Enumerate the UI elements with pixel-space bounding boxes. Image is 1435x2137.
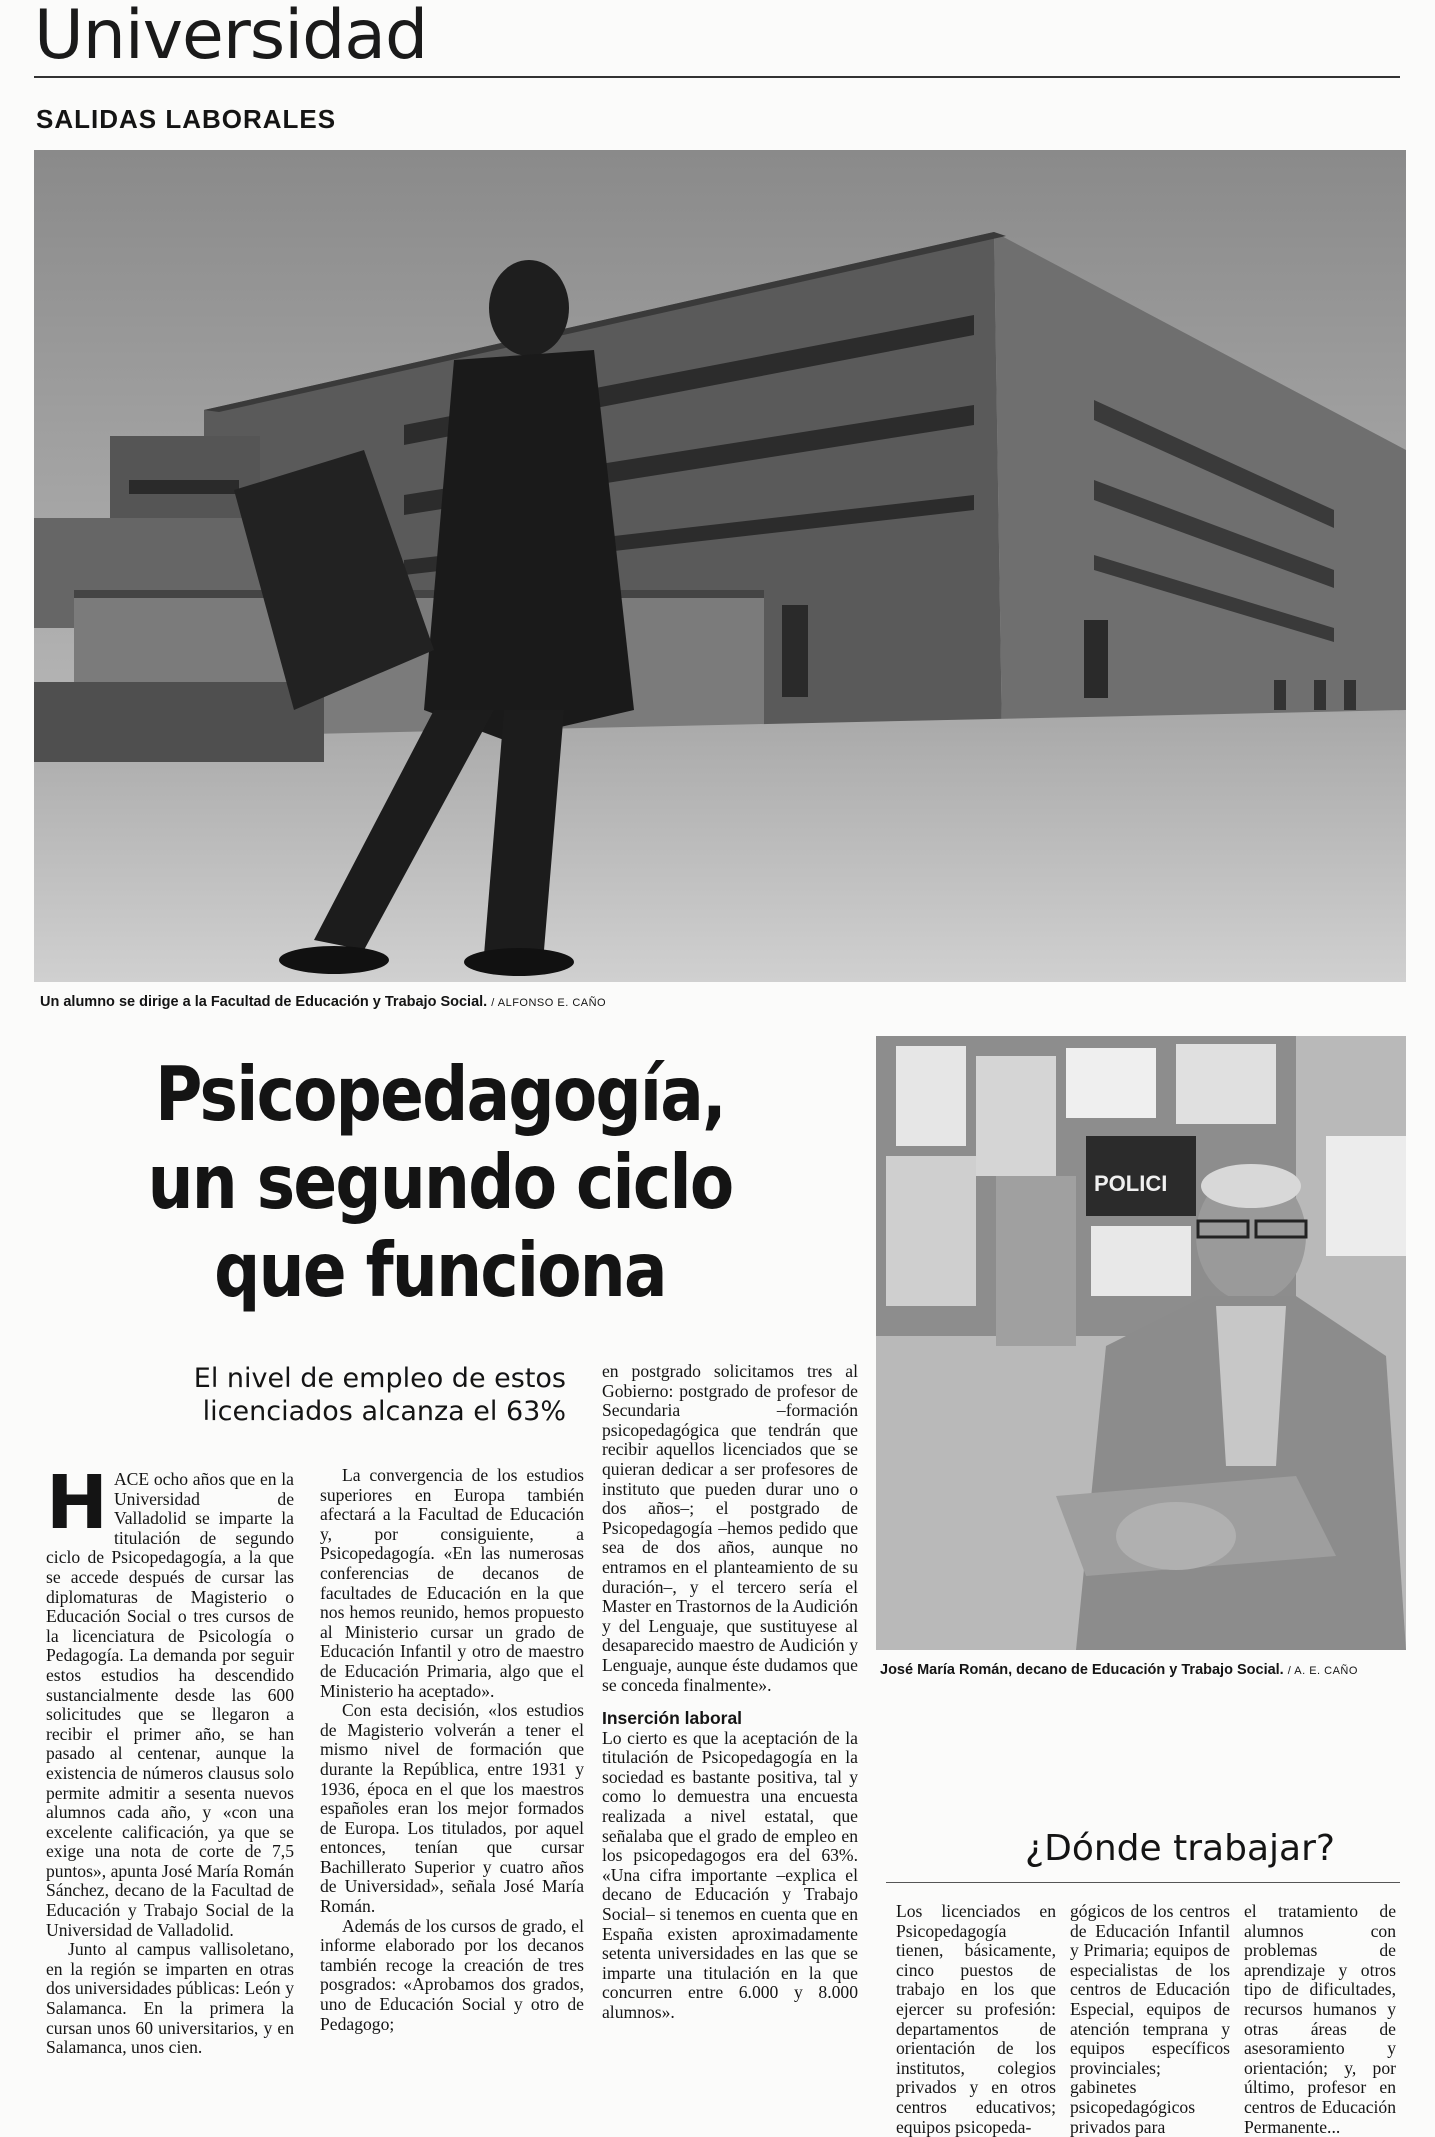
- portrait-photo: [876, 1036, 1406, 1650]
- article-paragraph: La convergencia de los estudios superiores en Europa también afectará a la Facultad de Educación y, por consiguiente, a Psicopedagogía. «En las numerosas conferencias de decanos de facultades de Educación en la que nos hemos reunido, hemos propuesto al Ministerio cursar un grado de Educación Infantil y otro de maestro de Educación Primaria, algo que el Ministerio ha aceptado».: [320, 1465, 584, 1701]
- article-paragraph: Junto al campus vallisoletano, en la región se imparten en otras dos universidades públicas: León y Salamanca. En la primera la cursan unos 60 universitarios, y en Salamanca, unos cien.: [46, 1939, 294, 2058]
- article-paragraph: Lo cierto es que la aceptación de la titulación de Psicopedagogía en la sociedad es bastante positiva, tal y como lo demuestra una encuesta realizada a nivel estatal, que señalaba que el grado de empleo en los psicopedagogos era del 63%. «Una cifra importante –explica el decano de Educación y Trabajo Social– si tenemos en cuenta que en España existen aproximadamente setenta universidades en las que se imparte una titulación en la que concurren entre 6.000 y 8.000 alumnos».: [602, 1727, 858, 2022]
- sidebar-column-1: [896, 1902, 1056, 2137]
- section-kicker: SALIDAS LABORALES: [36, 104, 337, 134]
- sidebar-paragraph: el tratamiento de alumnos con problemas de aprendizaje y otros tipo de dificultades, recursos humanos y otras áreas de asesoramiento y orientación; y, por último, profesor en centros de Educación Permanente...: [1244, 1901, 1396, 2137]
- article-paragraph: Además de los cursos de grado, el informe elaborado por los decanos también recoge la creación de tres posgrados: «Aprobamos dos grados, uno de Educación Social y otro de Pedagogo;: [320, 1915, 584, 2034]
- article-column-2: [320, 1466, 584, 2034]
- sidebar-paragraph: gógicos de los centros de Educación Infantil y Primaria; equipos de especialistas de los centros de Educación Especial, equipos de atención temprana y equipos específicos provinciales; gabinetes psicopedagógicos privados para: [1070, 1901, 1230, 2137]
- article-paragraph-text: ACE ocho años que en la Universidad de Valladolid se imparte la titulación de segundo ciclo de Psicopedagogía, a la que se accede después de cursar las diplomaturas de Magisterio o Educación Social o tres cursos de la licenciatura de Psicología o Pedagogía. La demanda por seguir estos estudios ha descendido sustancialmente desde las 600 solicitudes que se llegaron a recibir el primer año, se han pasado al centenar, aunque la existencia de números clausus solo permite admitir a sesenta nuevos alumnos cada año, y «con una excelente calificación, ya que se exige una nota de corte de 7,5 puntos», apunta José María Román Sánchez, decano de la Facultad de Educación y Trabajo Social de la Universidad de Valladolid.: [46, 1469, 294, 1940]
- main-photo-credit: / ALFONSO E. CAÑO: [491, 997, 607, 1009]
- sidebar-paragraph: Los licenciados en Psicopedagogía tienen, básicamente, cinco puestos de trabajo en los que ejercer su profesión: departamentos de orientación de los institutos, colegios privados y en otros centros educativos; equipos psicopeda-: [896, 1901, 1056, 2137]
- sidebar-title: ¿Dónde trabajar?: [1025, 1828, 1335, 1869]
- sidebar-rule: [886, 1882, 1400, 1883]
- article-paragraph: en postgrado solicitamos tres al Gobierno: postgrado de profesor de Secundaria –formación psicopedagógica que tendrán que recibir aquellos licenciados que se quieran dedicar a ser profesores de instituto que pueden durar uno o dos años–; el postgrado de Psicopedagogía –hemos pedido que sea de dos años, aunque no entramos en el planteamiento de su duración–, y el tercero sería el Master en Trastornos de la Audición y del Lenguaje, que sustituyese al desaparecido maestro de Audición y Lenguaje, aunque éste dudamos que se conceda finalmente».: [602, 1361, 858, 1695]
- sidebar-column-3: [1244, 1902, 1396, 2137]
- sidebar-column-2: [1070, 1902, 1230, 2137]
- poster-text: POLICI: [1094, 1171, 1168, 1196]
- main-photo-caption: [40, 994, 940, 1010]
- portrait-credit: / A. E. CAÑO: [1287, 1665, 1358, 1677]
- article-column-1: [46, 1460, 294, 2058]
- drop-cap: H: [46, 1460, 108, 1546]
- section-title: Universidad: [34, 0, 428, 75]
- headline: Psicopedagogía, un segundo ciclo que funciona: [147, 1050, 733, 1314]
- subheadline: El nivel de empleo de estos licenciados alcanza el 63%: [193, 1363, 566, 1427]
- building-photo-illustration: [34, 150, 1406, 982]
- portrait-caption: [880, 1662, 1410, 1678]
- portrait-caption-text: José María Román, decano de Educación y Trabajo Social.: [880, 1662, 1284, 1678]
- subheading-insercion-laboral: Inserción laboral: [602, 1708, 743, 1729]
- header-rule: [34, 76, 1400, 78]
- article-column-3: [602, 1362, 858, 2023]
- article-paragraph: Con esta decisión, «los estudios de Magisterio volverán a tener el mismo nivel de formación que durante la República, entre 1931 y 1936, época en el que los maestros españoles eran los mejor formados de Europa. Los titulados, por aquel entonces, tenían que cursar Bachillerato Superior y cuatro años de Universidad», señala José María Román.: [320, 1700, 584, 1917]
- article-paragraph: [46, 1460, 294, 1940]
- main-photo-caption-text: Un alumno se dirige a la Facultad de Educación y Trabajo Social.: [40, 994, 488, 1010]
- main-photo: [34, 150, 1406, 982]
- portrait-photo-illustration: [876, 1036, 1406, 1650]
